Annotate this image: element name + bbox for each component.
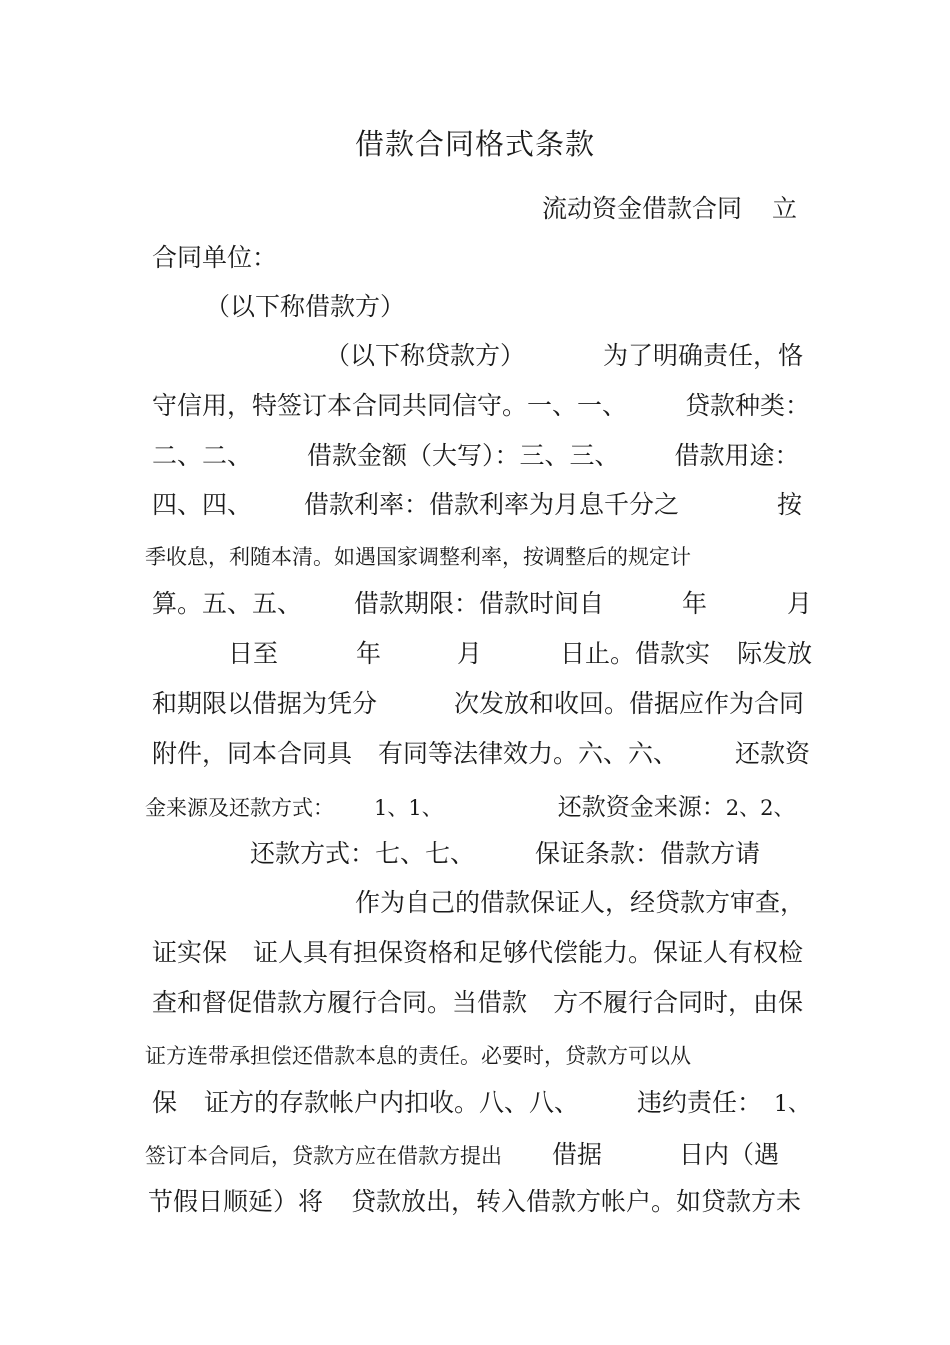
text-segment: 流动资金借款合同 bbox=[542, 194, 743, 223]
text-line bbox=[152, 1087, 810, 1121]
text-segment: 证实保 bbox=[152, 938, 228, 967]
text-segment: 合同单位： bbox=[152, 243, 278, 272]
text-segment: 查和督促借款方履行合同。当借款 bbox=[152, 988, 528, 1017]
text-segment: 1、1、 bbox=[374, 796, 443, 820]
text-segment: 2、2、 bbox=[725, 796, 795, 820]
text-segment: 贷款种类： bbox=[685, 391, 811, 420]
text-segment: 和期限以借据为凭分 bbox=[152, 689, 378, 718]
text-segment: 借款期限：借款时间自 bbox=[354, 589, 605, 618]
text-line bbox=[325, 340, 803, 372]
text-segment: 日内（遇 bbox=[679, 1140, 780, 1169]
text-segment: 金来源及还款方式： bbox=[145, 796, 334, 820]
text-segment: 借据 bbox=[552, 1140, 603, 1169]
text-line bbox=[152, 738, 810, 770]
text-segment: 违约责任： bbox=[637, 1088, 763, 1117]
text-line bbox=[145, 1139, 779, 1172]
text-segment: 为了明确责任，恪 bbox=[603, 341, 804, 370]
text-segment: 年 bbox=[682, 589, 708, 618]
text-segment: 证方的存款帐户内扣收。八、八、 bbox=[204, 1088, 580, 1117]
text-segment: 还款资金来源： bbox=[557, 793, 726, 821]
text-line bbox=[145, 1040, 691, 1072]
text-segment: 年 bbox=[356, 639, 382, 668]
text-segment: 签订本合同后，贷款方应在借款方提出 bbox=[145, 1144, 502, 1168]
text-segment: 月 bbox=[787, 589, 813, 618]
text-segment: 作为自己的借款保证人，经贷款方审查， bbox=[355, 888, 806, 917]
text-segment: 方不履行合同时，由保 bbox=[553, 988, 804, 1017]
text-segment: （以下称借款方） bbox=[205, 292, 406, 321]
text-line bbox=[145, 791, 794, 824]
text-segment: 保证条款：借款方请 bbox=[535, 839, 761, 868]
text-segment: 日止。借款实 bbox=[560, 639, 711, 668]
text-segment: 借款用途： bbox=[674, 441, 800, 470]
text-line bbox=[205, 291, 405, 323]
text-segment: 算。五、五、 bbox=[152, 589, 303, 618]
text-line bbox=[148, 1186, 801, 1218]
text-line bbox=[152, 987, 803, 1019]
text-line bbox=[152, 489, 802, 521]
text-segment: 保 bbox=[152, 1088, 178, 1117]
text-segment: 借款利率：借款利率为月息千分之 bbox=[304, 490, 680, 519]
text-segment: 二、二、 bbox=[152, 441, 253, 470]
text-segment: 证人具有担保资格和足够代偿能力。保证人有权检 bbox=[253, 938, 804, 967]
text-line bbox=[542, 193, 797, 225]
text-line bbox=[152, 937, 803, 969]
text-line bbox=[152, 440, 800, 472]
text-segment: 月 bbox=[457, 639, 483, 668]
text-line bbox=[250, 838, 760, 870]
text-segment: 证方连带承担偿还借款本息的责任。必要时，贷款方可以从 bbox=[145, 1044, 691, 1068]
text-line bbox=[152, 390, 810, 422]
text-segment: 借款金额（大写）：三、三、 bbox=[307, 441, 620, 470]
text-segment: 还款资 bbox=[735, 739, 811, 768]
text-segment: 1、 bbox=[774, 1092, 811, 1117]
text-line bbox=[355, 887, 805, 919]
text-line bbox=[152, 588, 812, 620]
text-segment: 季收息，利随本清。如遇国家调整利率，按调整后的规定计 bbox=[145, 545, 691, 569]
text-segment: 四、四、 bbox=[152, 490, 253, 519]
text-segment: 守信用，特签订本合同共同信守。一、一、 bbox=[152, 391, 628, 420]
text-line bbox=[145, 541, 691, 573]
text-segment: 有同等法律效力。六、六、 bbox=[378, 739, 679, 768]
text-segment: 还款方式：七、七、 bbox=[250, 839, 476, 868]
text-segment: 际发放 bbox=[737, 639, 813, 668]
text-segment: 节假日顺延）将 bbox=[148, 1187, 324, 1216]
text-segment: 次发放和收回。借据应作为合同 bbox=[454, 689, 805, 718]
text-segment: 立 bbox=[772, 194, 798, 223]
text-segment: 日至 bbox=[228, 639, 279, 668]
text-line bbox=[228, 638, 812, 670]
text-segment: 贷款放出，转入借款方帐户。如贷款方未 bbox=[351, 1187, 802, 1216]
document-title: 借款合同格式条款 bbox=[354, 127, 595, 161]
text-segment: 附件，同本合同具 bbox=[152, 739, 353, 768]
text-segment: 按 bbox=[777, 490, 803, 519]
text-line bbox=[152, 688, 804, 720]
text-segment: （以下称贷款方） bbox=[325, 341, 526, 370]
text-line bbox=[152, 242, 277, 274]
